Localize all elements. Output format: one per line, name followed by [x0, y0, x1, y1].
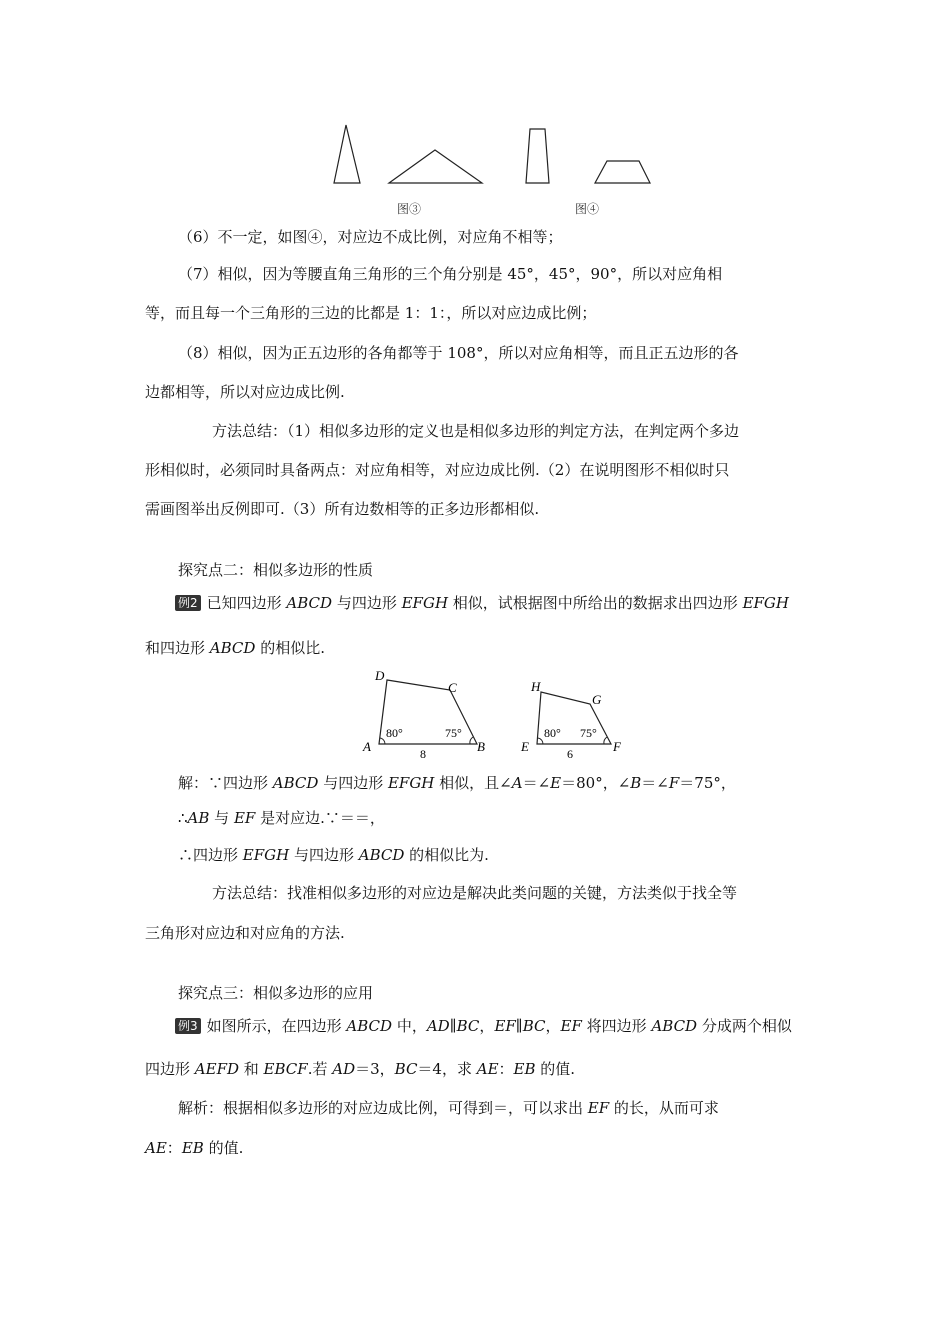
text-span: ： [498, 1060, 514, 1078]
text-span: 已知四边形 [206, 594, 287, 612]
example-2-line-b [145, 638, 825, 658]
vertex-label-c: C [448, 680, 457, 695]
math-span: EFGH [401, 594, 449, 612]
math-span: AB [187, 809, 210, 827]
angle-a-label: 80° [386, 726, 403, 740]
text-span: 与四边形 [318, 774, 388, 792]
text-span: ∴ [178, 809, 188, 827]
math-span: AEFD [194, 1060, 239, 1078]
math-span: B [630, 774, 642, 792]
text-span: 相似，且∠ [434, 774, 512, 792]
math-span: EB [513, 1060, 536, 1078]
text-span: ， [545, 1017, 561, 1035]
wide-triangle-shape [389, 150, 482, 183]
text-span: ， [479, 1017, 495, 1035]
text-line-7b: 等，而且每一个三角形的三边的比都是 1：1：，所以对应边成比例； [145, 304, 597, 322]
vertex-label-e: E [521, 739, 529, 754]
method-summary-2b: 三角形对应边和对应角的方法. [145, 924, 345, 942]
method-summary-1a: 方法总结：（1）相似多边形的定义也是相似多边形的判定方法，在判定两个多边 [212, 422, 740, 440]
similar-quadrilaterals-figure [355, 662, 635, 762]
math-span: AD∥BC [426, 1017, 480, 1035]
angle-f-arc [604, 737, 607, 744]
text-span: 解析：根据相似多边形的对应边成比例，可得到＝，可以求出 [178, 1099, 588, 1117]
text-line-6: （6）不一定，如图④，对应边不成比例，对应角不相等； [178, 228, 563, 246]
text-line-7a: （7）相似，因为等腰直角三角形的三个角分别是 45°，45°，90°，所以对应角相 [178, 265, 723, 283]
math-span: EF [587, 1099, 610, 1117]
text-span: 和四边形 [145, 639, 210, 657]
text-span: ＝80°，∠ [561, 774, 631, 792]
solution-line-2 [178, 808, 858, 828]
section-heading-2: 探究点二：相似多边形的性质 [178, 561, 374, 579]
method-summary-1b: 形相似时，必须同时具备两点：对应角相等，对应边成比例.（2）在说明图形不相似时只 [145, 461, 730, 479]
math-span: EFGH [387, 774, 435, 792]
math-span: AD [332, 1060, 356, 1078]
vertex-label-f: F [613, 739, 621, 754]
math-span: A [511, 774, 523, 792]
math-span: ABCD [358, 846, 405, 864]
tall-triangle-shape [334, 125, 360, 183]
example-3-line-a [175, 1016, 855, 1036]
figure-shapes-top [320, 115, 500, 195]
base-ef-label: 6 [567, 747, 573, 761]
method-summary-2a: 方法总结：找准相似多边形的对应边是解决此类问题的关键，方法类似于找全等 [212, 884, 738, 902]
vertex-label-b: B [477, 739, 485, 754]
text-span: 解：∵四边形 [178, 774, 273, 792]
text-line-8b: 边都相等，所以对应边成比例. [145, 383, 345, 401]
method-summary-1c: 需画图举出反例即可.（3）所有边数相等的正多边形都相似. [145, 500, 540, 518]
angle-f-label: 75° [580, 726, 597, 740]
text-span: ＝∠ [641, 774, 669, 792]
text-span: 的值. [203, 1139, 244, 1157]
text-span: 相似，试根据图中所给出的数据求出四边形 [448, 594, 743, 612]
math-span: F [668, 774, 680, 792]
math-span: ABCD [346, 1017, 393, 1035]
text-span: 与四边形 [289, 846, 359, 864]
solution-line-1 [178, 773, 858, 793]
wide-trapezoid-shape [595, 161, 650, 183]
math-span: ABCD [209, 639, 256, 657]
vertex-label-g: G [592, 692, 602, 707]
solution-line-3 [178, 845, 858, 865]
text-line-8a: （8）相似，因为正五边形的各角都等于 108°，所以对应角相等，而且正五边形的各 [178, 344, 739, 362]
text-span: ＝∠ [522, 774, 551, 792]
text-span: 和 [239, 1060, 264, 1078]
angle-e-label: 80° [544, 726, 561, 740]
text-span: 将四边形 [581, 1017, 652, 1035]
text-span: 是对应边.∵＝＝， [255, 809, 385, 827]
math-span: AE [145, 1139, 167, 1157]
figure-caption-3: 图③ [397, 202, 422, 216]
vertex-label-a: A [363, 739, 371, 754]
text-span: ∴四边形 [178, 846, 243, 864]
math-span: E [550, 774, 562, 792]
math-span: ABCD [272, 774, 319, 792]
math-span: AE [476, 1060, 499, 1078]
angle-b-arc [470, 737, 473, 744]
section-heading-3: 探究点三：相似多边形的应用 [178, 984, 374, 1002]
figure-shapes-top-right [515, 115, 695, 195]
vertex-label-h: H [531, 679, 541, 694]
math-span: EBCF [263, 1060, 308, 1078]
text-span: .若 [307, 1060, 333, 1078]
text-span: ： [166, 1139, 182, 1157]
math-span: EF [560, 1017, 582, 1035]
example-2-line-a [175, 593, 855, 613]
example-3-tag: 例3 [175, 1018, 201, 1034]
base-ab-label: 8 [420, 747, 426, 761]
text-span: 四边形 [145, 1060, 195, 1078]
angle-b-label: 75° [445, 726, 462, 740]
text-span: 的长，从而可求 [609, 1099, 719, 1117]
text-span: 分成两个相似 [697, 1017, 792, 1035]
math-span: BC [394, 1060, 418, 1078]
text-span: 的值. [535, 1060, 576, 1078]
angle-a-arc [380, 738, 385, 744]
math-span: EFGH [242, 846, 290, 864]
figure-caption-4: 图④ [575, 202, 600, 216]
text-span: ＝75°， [679, 774, 736, 792]
analysis-line-1 [178, 1098, 858, 1118]
analysis-line-2 [145, 1138, 825, 1158]
text-span: 的相似比为. [404, 846, 489, 864]
text-span: ＝4，求 [417, 1060, 477, 1078]
math-span: EFGH [742, 594, 789, 612]
example-3-line-b [145, 1059, 825, 1079]
math-span: EB [181, 1139, 204, 1157]
tall-trapezoid-shape [526, 129, 549, 183]
text-span: 如图所示，在四边形 [206, 1017, 347, 1035]
text-span: 中， [392, 1017, 427, 1035]
math-span: ABCD [286, 594, 333, 612]
math-span: EF∥BC [494, 1017, 546, 1035]
example-2-tag: 例2 [175, 595, 201, 611]
vertex-label-d: D [375, 668, 385, 683]
math-span: ABCD [651, 1017, 698, 1035]
text-span: 与四边形 [332, 594, 402, 612]
angle-e-arc [538, 738, 543, 744]
math-span: EF [233, 809, 256, 827]
text-span: 与 [209, 809, 234, 827]
text-span: 的相似比. [255, 639, 325, 657]
text-span: ＝3， [355, 1060, 395, 1078]
